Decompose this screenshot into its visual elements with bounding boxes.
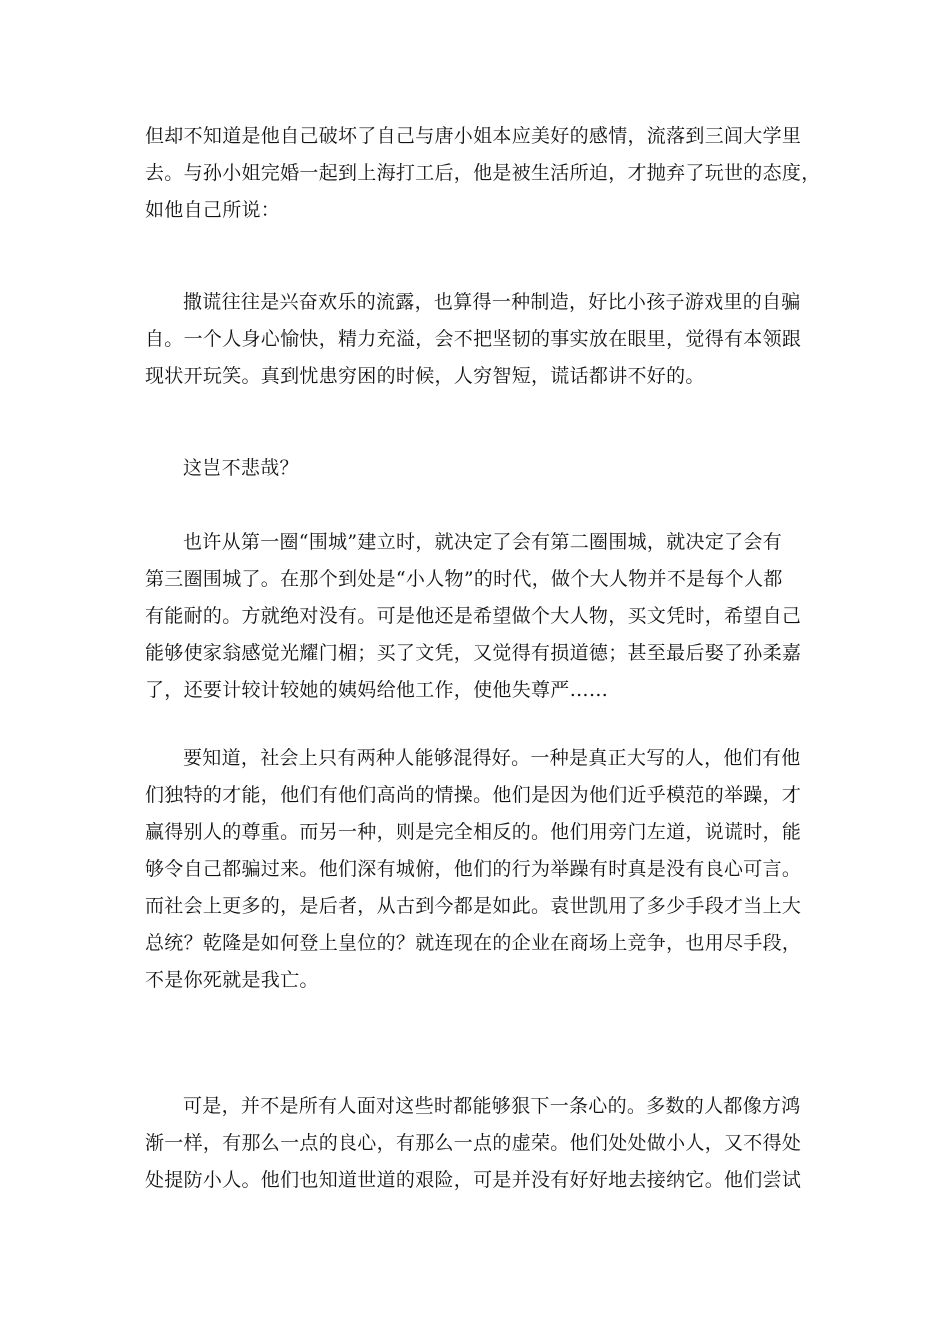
text-line: 总统？乾隆是如何登上皇位的？就连现在的企业在商场上竞争，也用尽手段， xyxy=(145,932,802,954)
paragraph-5 xyxy=(145,740,805,999)
text-line: 撒谎往往是兴奋欢乐的流露，也算得一种制造，好比小孩子游戏里的自骗 xyxy=(183,291,801,313)
text-line: 去。与孙小姐完婚一起到上海打工后，他是被生活所迫，才抛弃了玩世的态度， xyxy=(145,162,821,184)
text-line: 有能耐的。方就绝对没有。可是他还是希望做个大人物，买文凭时，希望自己 xyxy=(145,605,802,627)
text-line: 了，还要计较计较她的姨妈给他工作，使他失尊严…… xyxy=(145,679,609,701)
text-line: 但却不知道是他自己破坏了自己与唐小姐本应美好的感情，流落到三闾大学里 xyxy=(145,125,802,147)
paragraph-1 xyxy=(145,118,821,229)
text-line: 渐一样，有那么一点的良心，有那么一点的虚荣。他们处处做小人，又不得处 xyxy=(145,1132,802,1154)
text-line: 够令自己都骗过来。他们深有城俯，他们的行为举躁有时真是没有良心可言。 xyxy=(145,858,802,880)
paragraph-6 xyxy=(145,1088,805,1199)
text-line: 而社会上更多的，是后者，从古到今都是如此。袁世凯用了多少手段才当上大 xyxy=(145,895,802,917)
text-line: 们独特的才能，他们有他们高尚的情操。他们是因为他们近乎模范的举躁，才 xyxy=(145,784,802,806)
paragraph-3 xyxy=(145,450,805,487)
text-line: 如他自己所说： xyxy=(145,199,281,221)
text-line: 可是，并不是所有人面对这些时都能够狠下一条心的。多数的人都像方鸿 xyxy=(183,1095,801,1117)
text-line: 现状开玩笑。真到忧患穷困的时候，人穷智短，谎话都讲不好的。 xyxy=(145,365,705,387)
text-line: 不是你死就是我亡。 xyxy=(145,969,319,991)
text-line: 能够使家翁感觉光耀门楣；买了文凭，又觉得有损道德；甚至最后娶了孙柔嘉 xyxy=(145,642,802,664)
paragraph-2 xyxy=(145,284,805,395)
text-line: 也许从第一圈“围城”建立时，就决定了会有第二圈围城，就决定了会有 xyxy=(183,531,783,553)
text-line: 这岂不悲哉？ xyxy=(183,457,299,479)
text-line: 要知道，社会上只有两种人能够混得好。一种是真正大写的人，他们有他 xyxy=(183,747,801,769)
text-line: 处提防小人。他们也知道世道的艰险，可是并没有好好地去接纳它。他们尝试 xyxy=(145,1169,802,1191)
text-line: 自。一个人身心愉快，精力充溢，会不把坚韧的事实放在眼里，觉得有本领跟 xyxy=(145,328,802,350)
text-line: 赢得别人的尊重。而另一种，则是完全相反的。他们用旁门左道，说谎时，能 xyxy=(145,821,802,843)
paragraph-4 xyxy=(145,524,805,709)
text-line: 第三圈围城了。在那个到处是“小人物”的时代，做个大人物并不是每个人都 xyxy=(145,568,783,590)
